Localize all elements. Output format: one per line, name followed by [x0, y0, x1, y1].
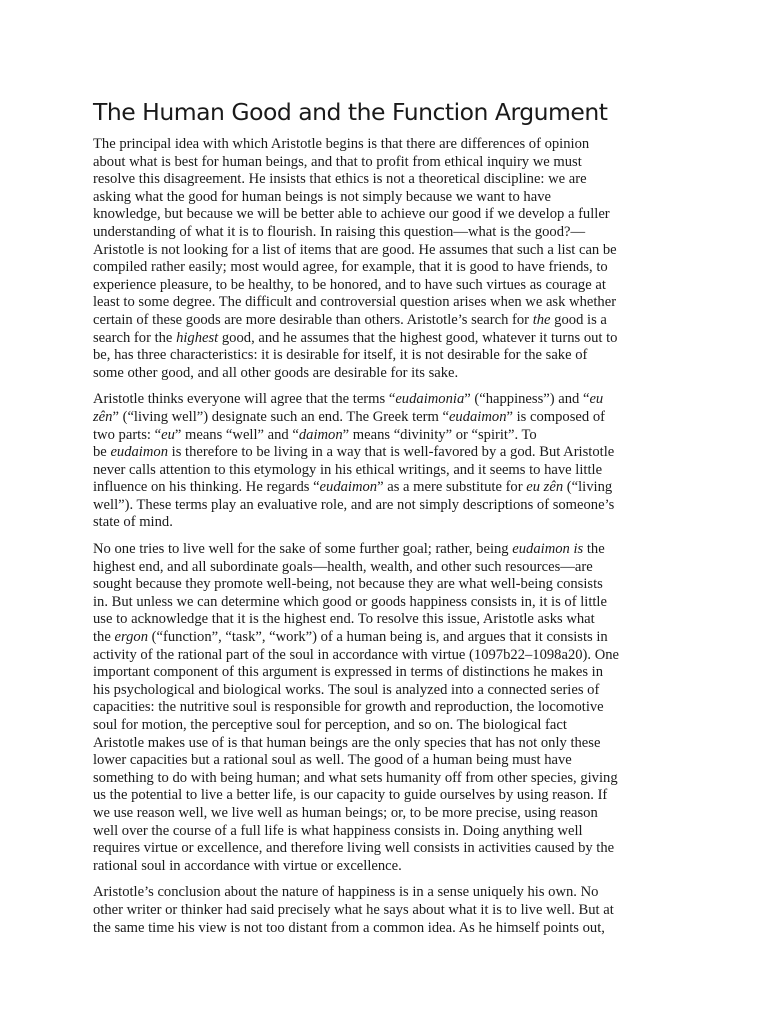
text-segment: state of mind.: [93, 514, 173, 531]
text-segment: The principal idea with which Aristotle begins is that there are differences of opinion: [93, 136, 590, 152]
text-line: [93, 647, 683, 665]
text-segment: some other good, and all other goods are desirable for its sake.: [93, 364, 459, 381]
italic-term: ergon: [114, 629, 148, 646]
text-line: [93, 664, 683, 682]
text-line: [93, 171, 683, 189]
text-segment: experience pleasure, to be healthy, to be honored, and to have such virtues as courage at: [93, 276, 606, 293]
text-segment: Aristotle thinks everyone will agree that the terms “: [93, 391, 396, 408]
italic-term: eudaimonia: [395, 391, 465, 408]
text-line: [93, 787, 683, 805]
text-segment: be, has three characteristics: it is desirable for itself, it is not desirable for the sake of: [93, 347, 588, 364]
text-segment: ” means “divinity” or “spirit”. To: [342, 426, 537, 443]
text-line: [93, 462, 683, 480]
text-segment: well”). These terms play an evaluative role, and are not simply descriptions of someone’s: [93, 496, 615, 513]
text-segment: soul for motion, the perceptive soul for perception, and so on. The biological fact: [93, 717, 567, 733]
text-segment: highest end, and all subordinate goals—health, wealth, and other such resources—are: [93, 558, 593, 575]
text-line: [93, 189, 683, 207]
text-segment: knowledge, but because we will be better able to achieve our good if we develop a fuller: [93, 206, 610, 223]
text-segment: important component of this argument is expressed in terms of distinctions he makes in: [93, 664, 604, 681]
text-segment: Aristotle’s conclusion about the nature of happiness is in a sense uniquely his own. No: [93, 884, 599, 901]
text-segment: good is a: [550, 311, 607, 328]
text-segment: the: [583, 541, 605, 558]
text-line: [93, 858, 683, 876]
italic-term: eudaimon: [110, 444, 168, 461]
text-line: [93, 717, 683, 735]
text-line: [93, 409, 683, 427]
text-segment: never calls attention to this etymology in his ethical writings, and it seems to have little: [93, 461, 603, 478]
text-line: [93, 805, 683, 823]
text-segment: least to some degree. The difficult and controversial question arises when we ask whether: [93, 294, 617, 311]
text-line: [93, 365, 683, 383]
text-line: [93, 224, 683, 242]
text-segment: ” means “well” and “: [174, 426, 299, 443]
italic-term: eu zên: [526, 479, 564, 496]
text-line: [93, 902, 683, 920]
text-line: [93, 514, 683, 532]
text-segment: capacities: the nutritive soul is responsible for growth and reproduction, the locomotive: [93, 699, 604, 716]
text-line: [93, 154, 683, 172]
text-segment: Aristotle is not looking for a list of items that are good. He assumes that such a list can be: [93, 241, 617, 258]
text-segment: use to acknowledge that it is the highest end. To resolve this issue, Aristotle asks what: [93, 611, 595, 628]
text-line: [93, 884, 683, 902]
text-line: [93, 576, 683, 594]
text-segment: be: [93, 444, 111, 461]
text-segment: (“function”, “task”, “work”) of a human being is, and argues that it consists in: [148, 629, 608, 646]
text-segment: understanding of what it is to flourish. In raising this question—what is the good?—: [93, 223, 586, 240]
italic-term: eudaimon: [448, 408, 507, 425]
text-segment: ” is composed of: [506, 408, 605, 425]
text-segment: search for the: [93, 329, 177, 346]
text-line: [93, 444, 683, 462]
text-segment: we use reason well, we live well as human beings; or, to be more precise, using reason: [93, 804, 598, 821]
text-line: [93, 699, 683, 717]
italic-term: eudaimon is: [512, 541, 584, 558]
text-segment: No one tries to live well for the sake of some further goal; rather, being: [93, 541, 513, 558]
text-line: [93, 497, 683, 515]
text-segment: his psychological and biological works. The soul is analyzed into a connected series of: [93, 681, 600, 698]
italic-term: zên: [93, 408, 113, 425]
text-line: [93, 427, 683, 445]
text-line: [93, 206, 683, 224]
text-segment: Aristotle makes use of is that human beings are the only species that has not only these: [93, 734, 601, 751]
italic-term: eu: [161, 426, 175, 443]
text-segment: good, and he assumes that the highest good, whatever it turns out to: [218, 329, 618, 346]
text-segment: compiled rather easily; most would agree, for example, that it is good to have friends, to: [93, 259, 608, 276]
text-line: [93, 479, 683, 497]
text-line: [93, 294, 683, 312]
text-line: [93, 770, 683, 788]
text-segment: certain of these goods are more desirable than others. Aristotle’s search for: [93, 311, 533, 328]
text-line: [93, 259, 683, 277]
text-segment: other writer or thinker had said precisely what he says about what it is to live well. But at: [93, 901, 614, 918]
text-segment: ” as a mere substitute for: [377, 479, 527, 496]
text-segment: sought because they promote well-being, not because they are what well-being consists: [93, 576, 603, 593]
text-segment: activity of the rational part of the soul in accordance with virtue (1097b22–1098a20). One: [93, 646, 620, 663]
text-line: [93, 242, 683, 260]
italic-term: eu: [589, 391, 604, 408]
text-line: [93, 594, 683, 612]
italic-term: daimon: [298, 426, 343, 443]
text-segment: something to do with being human; and what sets humanity off from other species, giving: [93, 769, 618, 786]
paragraph: [93, 136, 683, 382]
text-segment: (“living: [563, 479, 613, 496]
text-line: [93, 823, 683, 841]
text-segment: the same time his view is not too distant from a common idea. As he himself points out,: [93, 919, 605, 936]
text-segment: is therefore to be living in a way that is well-favored by a god. But Aristotle: [168, 444, 615, 461]
text-segment: influence on his thinking. He regards “: [93, 479, 320, 496]
text-segment: ” (“living well”) designate such an end. The Greek term “: [112, 408, 449, 425]
text-line: [93, 312, 683, 330]
text-line: [93, 277, 683, 295]
italic-term: eudaimon: [319, 479, 378, 496]
text-segment: asking what the good for human beings is not simply because we want to have: [93, 188, 551, 205]
text-segment: resolve this disagreement. He insists that ethics is not a theoretical discipline: we are: [93, 171, 587, 188]
text-segment: rational soul in accordance with virtue or excellence.: [93, 857, 402, 874]
text-line: [93, 611, 683, 629]
text-line: [93, 541, 683, 559]
text-segment: lower capacities but a rational soul as well. The good of a human being must have: [93, 752, 572, 769]
text-line: [93, 752, 683, 770]
text-segment: two parts: “: [93, 426, 162, 443]
page-title: The Human Good and the Function Argument: [93, 98, 608, 126]
text-line: [93, 920, 683, 938]
text-segment: in. But unless we can determine which good or goods happiness consists in, it is of little: [93, 593, 607, 610]
text-line: [93, 735, 683, 753]
text-line: [93, 682, 683, 700]
text-segment: well over the course of a full life is what happiness consists in. Doing anything well: [93, 822, 583, 839]
italic-term: the: [532, 311, 551, 328]
paragraph: [93, 884, 683, 937]
text-segment: us the potential to live a better life, is our capacity to guide ourselves by using reason. If: [93, 787, 608, 804]
text-line: [93, 347, 683, 365]
text-segment: the: [93, 629, 115, 646]
text-segment: about what is best for human beings, and that to profit from ethical inquiry we must: [93, 153, 582, 170]
text-segment: ” (“happiness”) and “: [464, 391, 590, 408]
paragraph: [93, 391, 683, 532]
document-body: [93, 136, 683, 946]
text-segment: requires virtue or excellence, and therefore living well consists in activities caused by the: [93, 840, 615, 857]
text-line: [93, 840, 683, 858]
text-line: [93, 391, 683, 409]
italic-term: highest: [176, 329, 219, 346]
text-line: [93, 559, 683, 577]
text-line: [93, 136, 683, 154]
text-line: [93, 330, 683, 348]
paragraph: [93, 541, 683, 875]
text-line: [93, 629, 683, 647]
